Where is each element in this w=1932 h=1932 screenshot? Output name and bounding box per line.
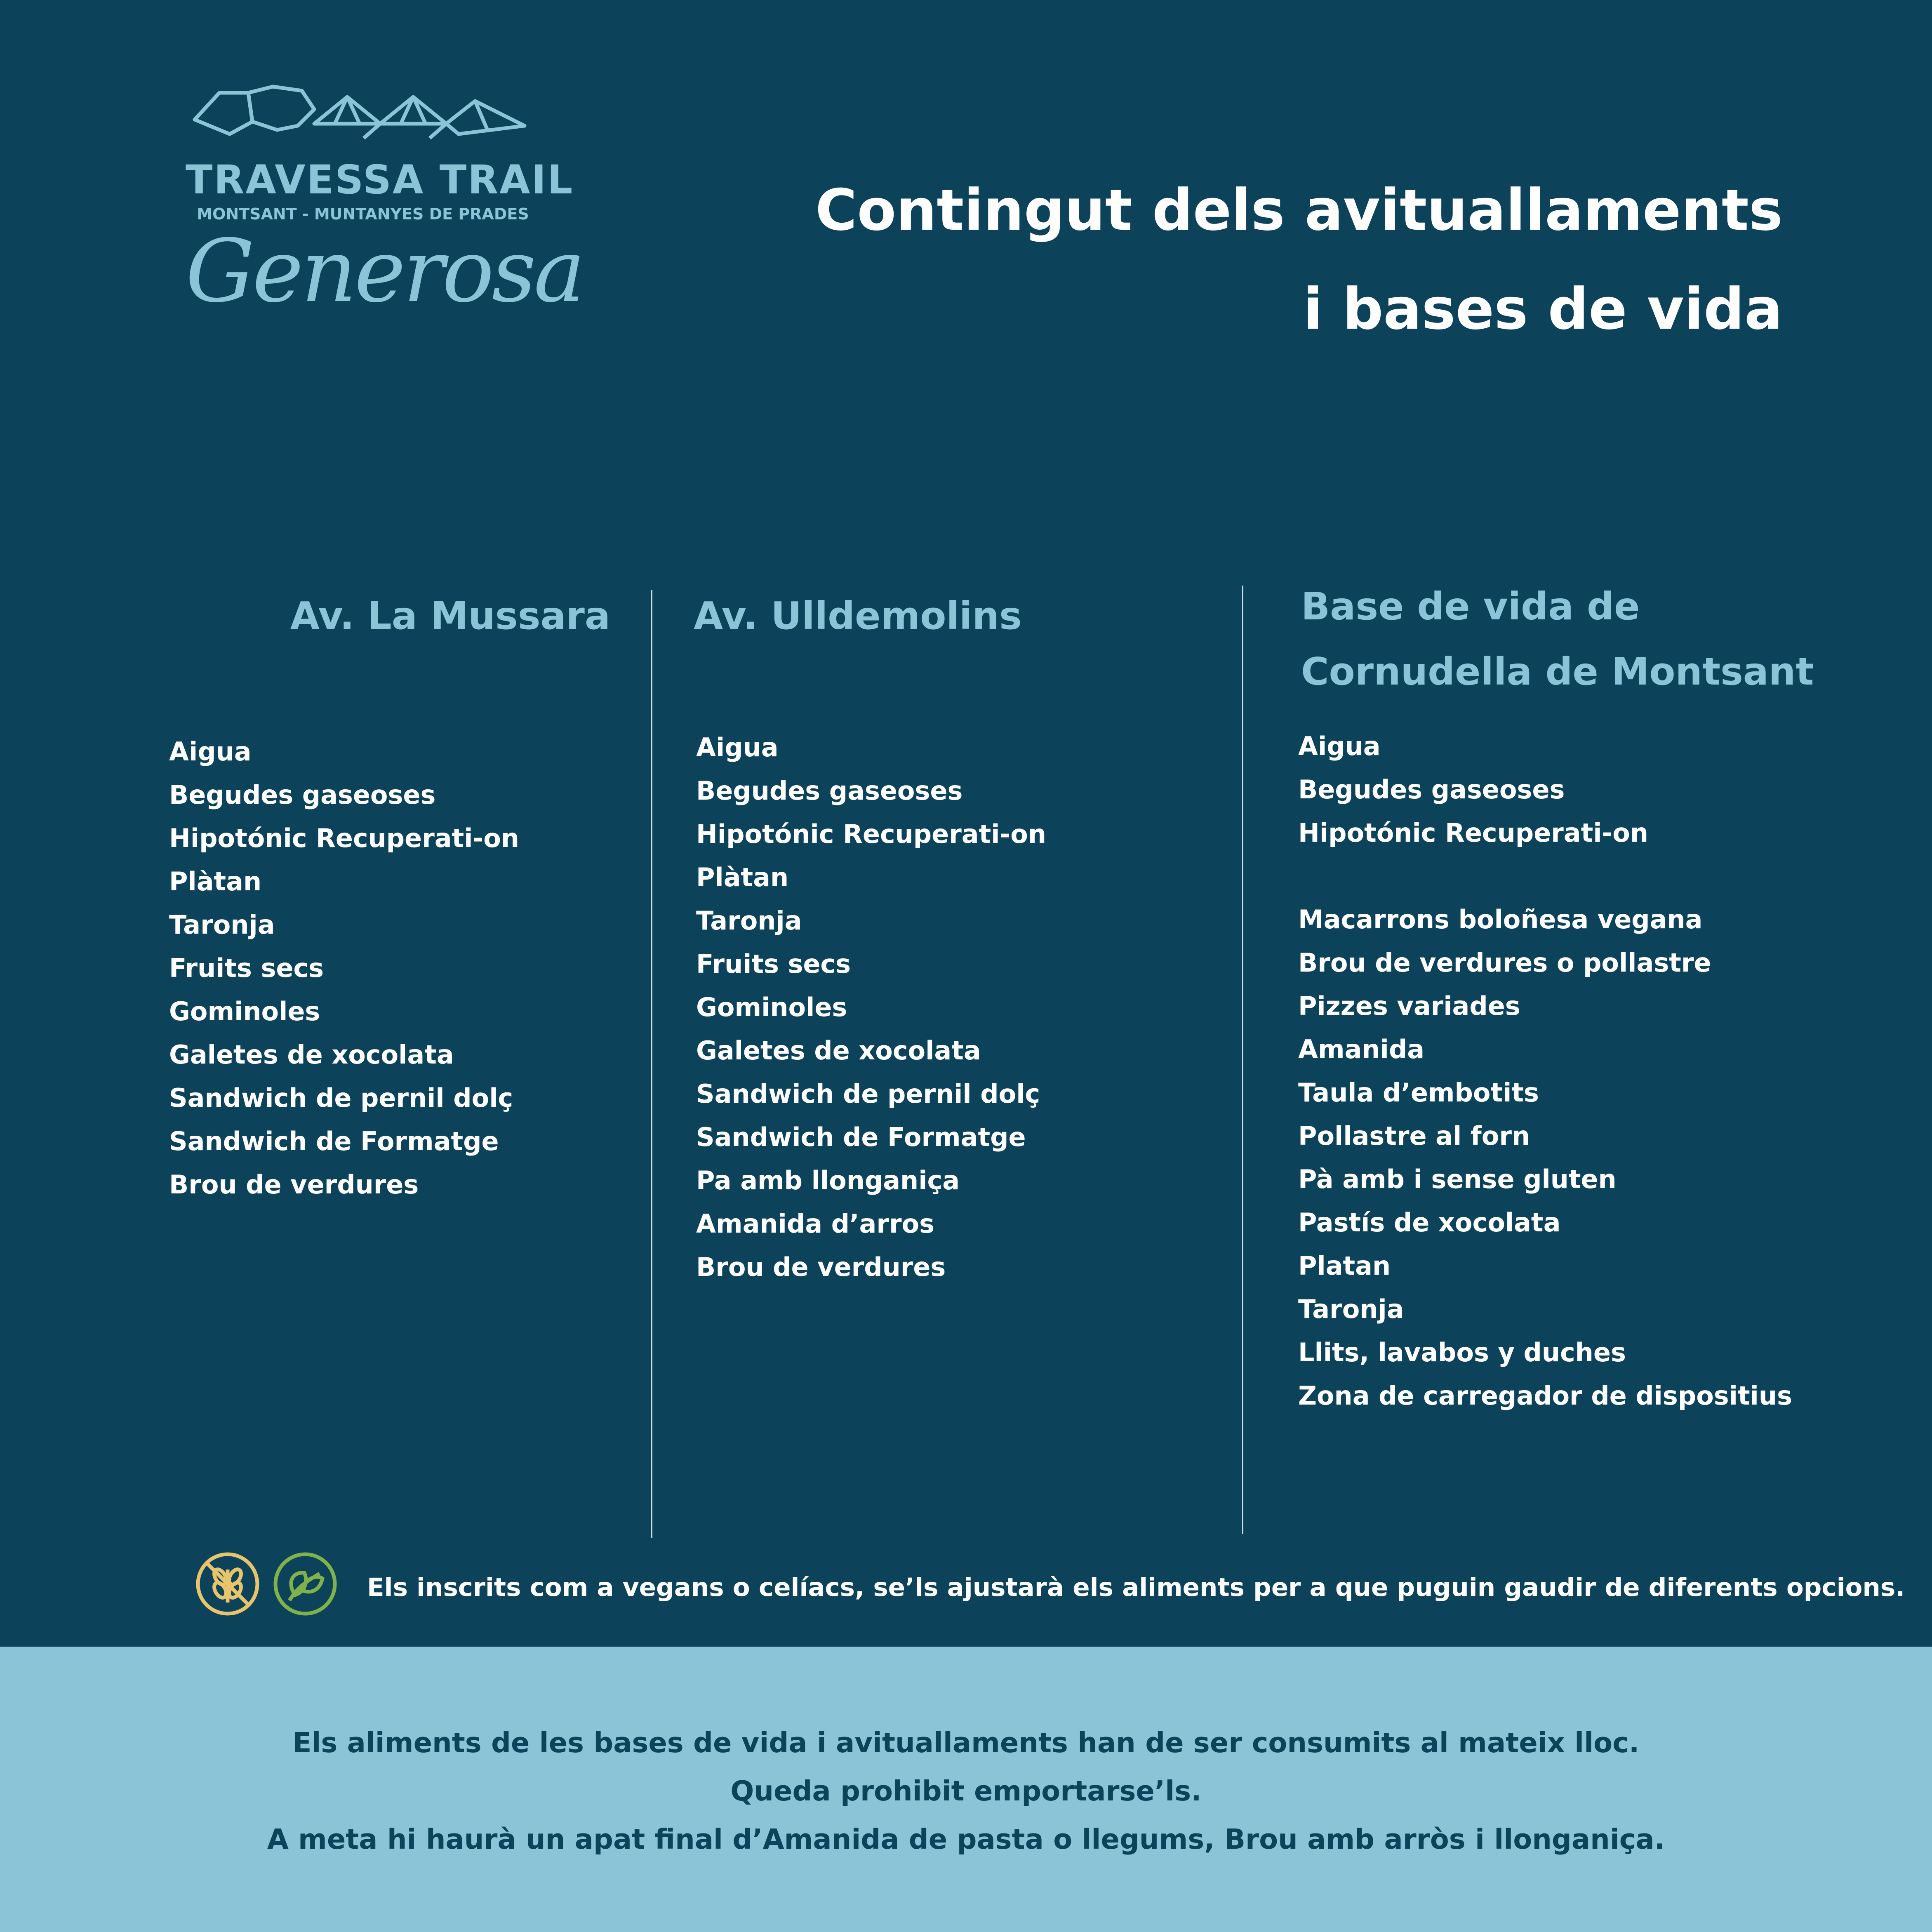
list-item: Hipotónic Recuperati-on: [1298, 818, 1648, 848]
list-item: Sandwich de pernil dolç: [169, 1083, 513, 1113]
list-item: Hipotónic Recuperati-on: [169, 823, 519, 853]
list-item: Galetes de xocolata: [696, 1035, 981, 1066]
list-cornudella: [1298, 725, 1792, 1417]
column-divider-2: [1242, 586, 1243, 1534]
list-item: Fruits secs: [696, 949, 851, 979]
footer-line-2: Queda prohibit emportarse’ls.: [730, 1775, 1202, 1807]
list-item: Sandwich de Formatge: [696, 1122, 1026, 1152]
list-item: Aigua: [169, 737, 252, 767]
logo-title: TRAVESSA TRAIL: [186, 157, 574, 203]
list-item: Pa amb llonganiça: [696, 1165, 960, 1195]
list-item: Galetes de xocolata: [169, 1040, 454, 1070]
diet-note: Els inscrits com a vegans o celíacs, se’ls ajustarà els aliments per a que puguin gaudir de diferents opcions.: [367, 1573, 1905, 1602]
list-item: Amanida d’arros: [696, 1209, 935, 1239]
column-heading-ulldemolins: Av. Ulldemolins: [694, 594, 1022, 638]
list-item: Taronja: [1298, 1294, 1404, 1324]
gluten-free-icon: [198, 1554, 257, 1614]
list-item: Pastís de xocolata: [1298, 1207, 1561, 1238]
footer-line-1: Els aliments de les bases de vida i avituallaments han de ser consumits al mateix lloc.: [292, 1727, 1640, 1759]
list-item: Brou de verdures: [169, 1170, 419, 1200]
column-heading-cornudella: [1301, 574, 1814, 704]
list-item: Taronja: [696, 906, 802, 936]
list-item: Sandwich de pernil dolç: [696, 1079, 1040, 1109]
list-item: Brou de verdures o pollastre: [1298, 948, 1711, 978]
vegan-leaf-icon: [275, 1554, 335, 1614]
logo-subtitle: MONTSANT - MUNTANYES DE PRADES: [197, 205, 529, 223]
list-item: Begudes gaseoses: [1298, 774, 1565, 805]
list-item: Macarrons boloñesa vegana: [1298, 904, 1703, 934]
travessa-trail-logo: [186, 80, 583, 322]
footer-line-3: A meta hi haurà un apat final d’Amanida de pasta o llegums, Brou amb arròs i llonganiça.: [267, 1823, 1665, 1855]
list-item: Taronja: [169, 910, 275, 940]
list-item: Pollastre al forn: [1298, 1121, 1530, 1151]
list-item: Platan: [1298, 1251, 1391, 1281]
list-spacer: [1298, 854, 1792, 898]
column-divider-1: [651, 590, 652, 1538]
list-item: Hipotónic Recuperati-on: [696, 819, 1046, 849]
list-item: Aigua: [1298, 731, 1381, 761]
list-item: Plàtan: [169, 866, 262, 897]
logo-script: Generosa: [186, 221, 583, 322]
list-item: Pizzes variades: [1298, 991, 1520, 1021]
list-item: Brou de verdures: [696, 1252, 946, 1282]
heading-line-1: Base de vida de: [1301, 584, 1640, 628]
column-heading-mussara: Av. La Mussara: [290, 594, 610, 638]
list-item: Aigua: [696, 732, 779, 762]
list-mussara: [169, 730, 519, 1206]
list-item: Sandwich de Formatge: [169, 1126, 499, 1156]
title-line-2: i bases de vida: [1303, 276, 1783, 342]
list-item: Amanida: [1298, 1034, 1425, 1064]
list-item: Begudes gaseoses: [696, 776, 963, 806]
list-item: Gominoles: [169, 996, 320, 1026]
page-title: [815, 161, 1783, 359]
footer-text: [0, 1719, 1932, 1864]
list-item: Begudes gaseoses: [169, 780, 436, 810]
list-item: Taula d’embotits: [1298, 1078, 1539, 1108]
list-item: Fruits secs: [169, 953, 324, 983]
list-item: Llits, lavabos y duches: [1298, 1337, 1626, 1367]
list-item: Plàtan: [696, 862, 789, 892]
mountain-logo-icon: [191, 80, 529, 159]
title-line-1: Contingut dels avituallaments: [815, 177, 1783, 243]
list-ulldemolins: [696, 726, 1046, 1289]
list-item: Pà amb i sense gluten: [1298, 1164, 1617, 1194]
list-item: Zona de carregador de dispositius: [1298, 1381, 1792, 1411]
diet-icons: [194, 1549, 342, 1621]
heading-line-2: Cornudella de Montsant: [1301, 649, 1814, 694]
list-item: Gominoles: [696, 992, 847, 1022]
